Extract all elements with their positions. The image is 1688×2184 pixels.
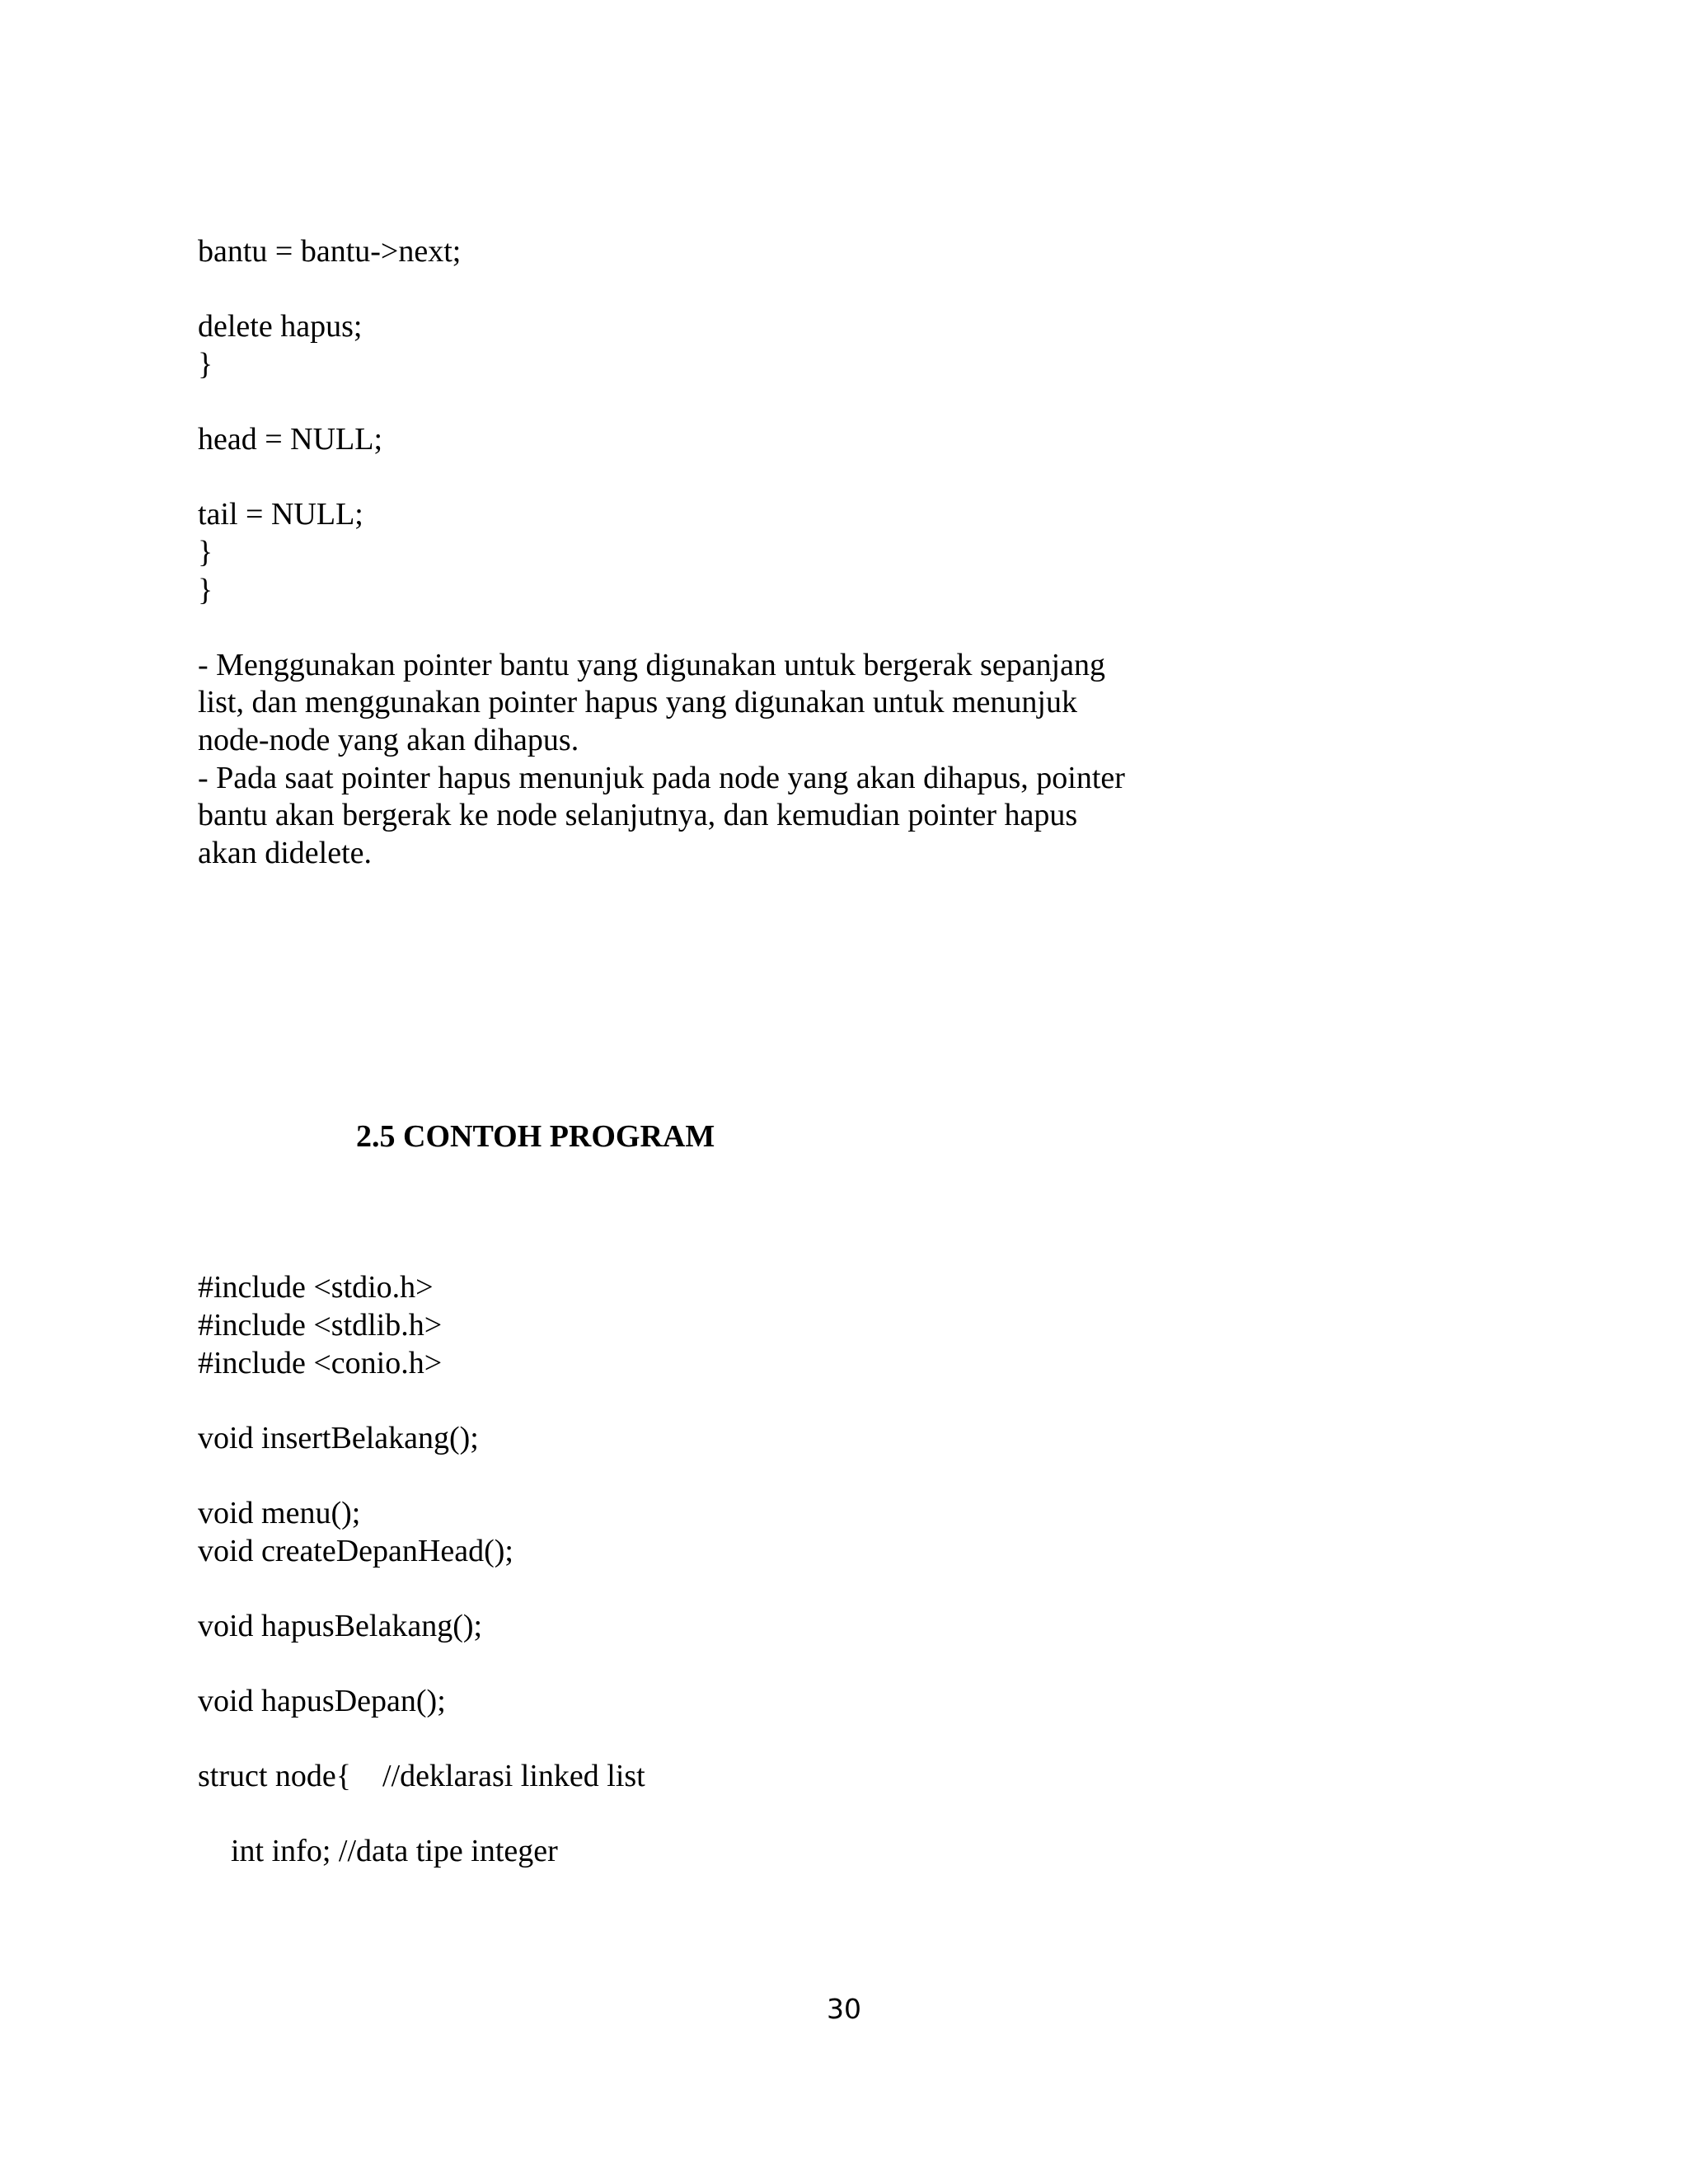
section-heading: 2.5 CONTOH PROGRAM — [356, 1119, 715, 1154]
code-line: struct node{ //deklarasi linked list — [198, 1759, 645, 1793]
code-line: void hapusBelakang(); — [198, 1609, 483, 1643]
code-line: int info; //data tipe integer — [231, 1834, 558, 1868]
code-line: bantu = bantu->next; — [198, 234, 462, 269]
code-line: delete hapus; — [198, 309, 363, 344]
paragraph-line: list, dan menggunakan pointer hapus yang digunakan untuk menunjuk — [198, 685, 1077, 719]
code-line: void insertBelakang(); — [198, 1421, 479, 1455]
paragraph-line: bantu akan bergerak ke node selanjutnya, dan kemudian pointer hapus — [198, 798, 1078, 832]
code-line: tail = NULL; — [198, 497, 363, 532]
code-line: #include <conio.h> — [198, 1346, 443, 1380]
code-line: } — [198, 573, 213, 607]
paragraph-line: - Menggunakan pointer bantu yang digunakan untuk bergerak sepanjang — [198, 648, 1105, 682]
code-line: void createDepanHead(); — [198, 1534, 513, 1568]
code-line: } — [198, 347, 213, 382]
paragraph-line: akan didelete. — [198, 836, 373, 870]
paragraph-line: node-node yang akan dihapus. — [198, 723, 579, 757]
code-line: #include <stdlib.h> — [198, 1308, 443, 1343]
code-line: void hapusDepan(); — [198, 1684, 446, 1718]
code-line: #include <stdio.h> — [198, 1270, 434, 1305]
paragraph-line: - Pada saat pointer hapus menunjuk pada node yang akan dihapus, pointer — [198, 761, 1125, 795]
code-line: } — [198, 535, 213, 569]
page-number: 30 — [827, 1993, 861, 2025]
code-line: head = NULL; — [198, 422, 383, 457]
code-line: void menu(); — [198, 1496, 361, 1530]
